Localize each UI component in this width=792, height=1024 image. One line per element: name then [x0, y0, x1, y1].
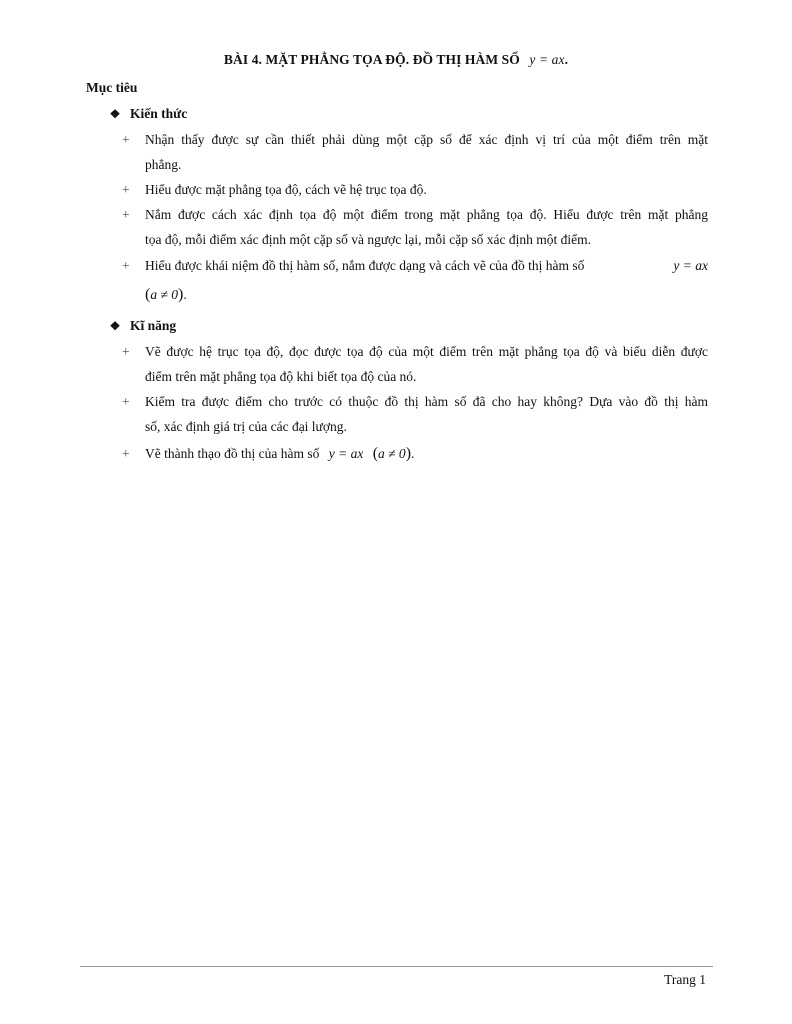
- knowledge-heading: [108, 106, 187, 122]
- section-heading: Mục tiêu: [86, 80, 138, 95]
- list-item: [122, 127, 708, 177]
- title-text: BÀI 4. MẶT PHẲNG TỌA ĐỘ. ĐỒ THỊ HÀM SỐ: [223, 52, 520, 67]
- page-number: Trang 1: [664, 972, 706, 987]
- list-item-line: Nhận thấy được sự cần thiết phải dùng một cặp số để xác định vị trí của một điểm trên mặt: [145, 132, 708, 147]
- plus-bullet-icon: +: [122, 446, 130, 461]
- plus-bullet-icon: +: [122, 132, 130, 147]
- list-item-line: [145, 253, 708, 278]
- footer-divider: [80, 966, 713, 967]
- list-item-end: .: [183, 287, 187, 302]
- plus-bullet-icon: +: [122, 344, 130, 359]
- title-math: y = ax: [529, 52, 565, 67]
- skills-heading: [108, 318, 176, 334]
- list-item: [122, 202, 708, 252]
- list-item-text: Vẽ thành thạo đồ thị của hàm số: [145, 446, 320, 461]
- page-title: [0, 52, 792, 68]
- plus-bullet-icon: +: [122, 258, 130, 273]
- list-item-line: Kiểm tra được điểm cho trước có thuộc đồ thị hàm số đã cho hay không? Dựa vào đồ thị hàm: [145, 394, 708, 409]
- title-end: .: [564, 52, 569, 67]
- plus-bullet-icon: +: [122, 207, 130, 222]
- knowledge-heading-label: Kiến thức: [130, 106, 188, 121]
- list-item-line: số, xác định giá trị của các đại lượng.: [145, 419, 347, 434]
- math-expression: y = ax: [673, 258, 708, 273]
- list-item-line: Nắm được cách xác định tọa độ một điểm trong mặt phẳng tọa độ. Hiểu được trên mặt phẳng: [145, 207, 708, 222]
- list-item-line: phẳng.: [145, 157, 182, 172]
- diamond-bullet-icon: ❖: [109, 318, 121, 333]
- list-item: [122, 389, 708, 439]
- math-condition: a ≠ 0: [150, 287, 178, 302]
- plus-bullet-icon: +: [122, 182, 130, 197]
- list-item-text: Hiểu được khái niệm đồ thị hàm số, nắm được dạng và cách vẽ của đồ thị hàm số: [145, 258, 585, 273]
- plus-bullet-icon: +: [122, 394, 130, 409]
- list-item-end: .: [411, 446, 415, 461]
- list-item-line: điểm trên mặt phẳng tọa độ khi biết tọa độ của nó.: [145, 369, 417, 384]
- list-item: [122, 177, 708, 202]
- diamond-bullet-icon: ❖: [109, 106, 121, 121]
- list-item-line: (a ≠ 0).: [145, 286, 187, 303]
- list-item-line: Vẽ thành thạo đồ thị của hàm số y = ax (a ≠ 0).: [145, 445, 415, 462]
- list-item-line: Hiểu được mặt phẳng tọa độ, cách vẽ hệ trục tọa độ.: [145, 182, 427, 197]
- list-item: [122, 253, 708, 307]
- list-item-line: tọa độ, mỗi điểm xác định một cặp số và ngược lại, mỗi cặp số xác định một điểm.: [145, 232, 591, 247]
- list-item-line: Vẽ được hệ trục tọa độ, đọc được tọa độ của một điểm trên mặt phẳng tọa độ và biểu diễn được: [145, 344, 708, 359]
- list-item: [122, 441, 708, 466]
- skills-heading-label: Kĩ năng: [130, 318, 177, 333]
- math-condition: a ≠ 0: [378, 446, 406, 461]
- list-item: [122, 339, 708, 389]
- math-expression: y = ax: [328, 446, 364, 461]
